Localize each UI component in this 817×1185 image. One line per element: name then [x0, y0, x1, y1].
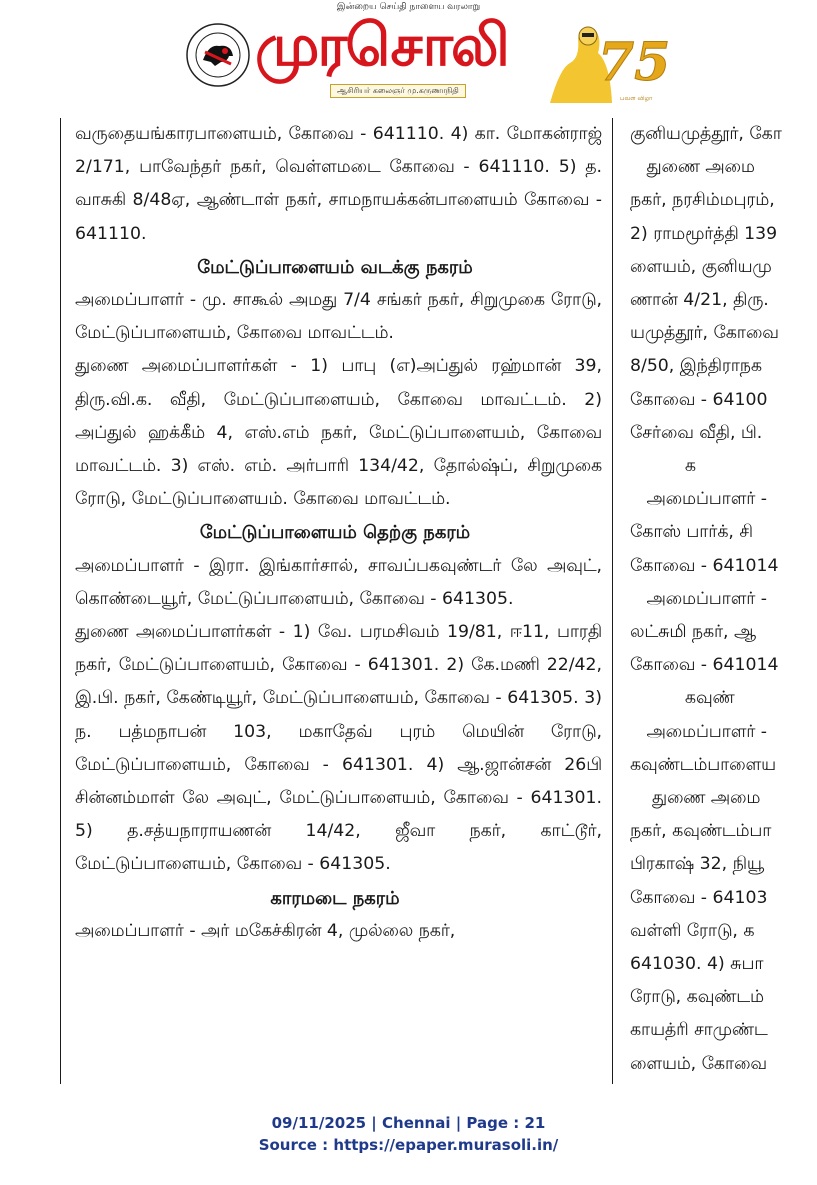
clipped-text-line: கோவை - 64100: [630, 389, 768, 410]
article-column-2: [630, 118, 817, 1084]
clipped-text-line: கவுண்: [630, 688, 735, 709]
article-paragraph: வருதையங்காரபாளையம், கோவை - 641110. 4) கா. மோகன்ராஜ் 2/171, பாவேந்தர் நகர், வெள்ளமடை கோவை - 641110. 5) த. வாசுகி 8/48ஏ, ஆண்டாள் நகர், சாமநாயக்கன்பாளையம் கோவை - 641110.: [75, 124, 602, 244]
section-heading: காரமடை நகரம்: [270, 887, 400, 909]
section-heading: மேட்டுப்பாளையம் வடக்கு நகரம்: [197, 256, 473, 278]
clipped-text-line: ளையம், குனியமு: [630, 256, 772, 277]
clipped-text-line: க: [630, 456, 696, 477]
clipped-text-line: அமைப்பாளர் -: [630, 721, 768, 742]
clipped-text-line: கோஸ் பார்க், சி: [630, 522, 753, 543]
clipped-text-line: யமுத்தூர், கோவை: [630, 323, 779, 344]
clipped-text-line: 8/50, இந்திராநக: [630, 356, 762, 377]
article-paragraph: அமைப்பாளர் - அர் மகேச்கிரன் 4, முல்லை நகர்,: [75, 920, 456, 941]
clipped-text-line: ணான் 4/21, திரு.: [630, 290, 769, 311]
column-rule-middle: [612, 118, 613, 1084]
page-footer: [0, 1112, 817, 1156]
article-paragraph: அமைப்பாளர் - இரா. இங்கார்சால், சாவப்பகவுண்டர் லே அவுட், கொண்டையூர், மேட்டுப்பாளையம், கோவை - 641305.: [75, 555, 602, 609]
clipped-text-line: காயத்ரி சாமுண்ட: [630, 1020, 768, 1041]
masthead: [0, 0, 817, 110]
masthead-tagline: இன்றைய செய்தி நாளைய வரலாறு: [336, 2, 481, 12]
clipped-text-line: துணை அமை: [630, 157, 755, 178]
masthead-subtitle: ஆசிரியர் கலைஞர் மு.கருணாநிதி: [330, 84, 466, 98]
clipped-text-line: 2) ராமமூர்த்தி 139: [630, 223, 778, 244]
masthead-title: முரசொலி: [255, 11, 508, 79]
clipped-text-line: சேர்வை வீதி, பி.: [630, 422, 763, 443]
footer-source: Source : https://epaper.murasoli.in/: [258, 1136, 559, 1154]
section-heading: மேட்டுப்பாளையம் தெற்கு நகரம்: [199, 522, 471, 544]
clipped-text-line: கோவை - 641014: [630, 555, 779, 576]
anniversary-75-logo: [540, 8, 671, 108]
article-paragraph: துணை அமைப்பாளர்கள் - 1) வே. பரமசிவம் 19/81, ஈ11, பாரதி நகர், மேட்டுப்பாளையம், கோவை - 641301. 2) கே.மணி 22/42, இ.பி. நகர், கேண்டியூர், மேட்டுப்பாளையம், கோவை - 641305. 3) ந. பத்மநாபன் 103, மகாதேவ் புரம் மெயின் ரோடு, மேட்டுப்பாளையம், கோவை - 641301. 4) ஆ.ஜான்சன் 26பி சின்னம்மாள் லே அவுட், மேட்டுப்பாளையம், கோவை - 641301. 5) த.சத்யநாராயணன் 14/42, ஜீவா நகர், காட்டூர், மேட்டுப்பாளையம், கோவை - 641305.: [75, 622, 602, 875]
article-paragraph: துணை அமைப்பாளர்கள் - 1) பாபு (எ)அப்துல் ரஹ்மான் 39, திரு.வி.க. வீதி, மேட்டுப்பாளையம், கோவை மாவட்டம். 2) அப்துல் ஹக்கீம் 4, எஸ்.எம் நகர், மேட்டுப்பாளையம், கோவை மாவட்டம். 3) எஸ். எம். அர்பாரி 134/42, தோல்ஷ்ப், சிறுமுகை ரோடு, மேட்டுப்பாளையம். கோவை மாவட்டம்.: [75, 356, 602, 510]
clipped-text-line: பிரகாஷ் 32, நியூ: [630, 854, 765, 875]
clipped-text-line: நகர், கவுண்டம்பா: [630, 821, 772, 842]
party-emblem-icon: [185, 22, 251, 88]
clipped-text-line: 641030. 4) சுபா: [630, 954, 764, 975]
clipped-text-line: கவுண்டம்பாளைய: [630, 754, 776, 775]
article-column-1: [60, 118, 610, 1084]
anniversary-number: 75: [598, 32, 671, 93]
clipped-text-line: கோவை - 641014: [630, 655, 779, 676]
anniversary-label: பவள விழா: [620, 95, 653, 102]
clipped-text-line: அமைப்பாளர் -: [630, 588, 768, 609]
clipped-text-line: கோவை - 64103: [630, 887, 768, 908]
clipped-text-line: நகர், நரசிம்மபுரம்,: [630, 190, 775, 211]
clipped-text-line: குனியமுத்தூர், கோ: [630, 124, 782, 144]
footer-date-edition: 09/11/2025 | Chennai | Page : 21: [271, 1114, 546, 1132]
clipped-text-line: லட்சுமி நகர், ஆ: [630, 622, 756, 643]
clipped-text-line: வள்ளி ரோடு, க: [630, 920, 755, 941]
clipped-text-line: அமைப்பாளர் -: [630, 489, 768, 510]
article-paragraph: அமைப்பாளர் - மு. சாகூல் அமது 7/4 சங்கர் நகர், சிறுமுகை ரோடு, மேட்டுப்பாளையம், கோவை மாவட்டம்.: [75, 290, 603, 344]
clipped-text-line: துணை அமை: [630, 788, 761, 809]
clipped-text-line: ரோடு, கவுண்டம்: [630, 987, 764, 1008]
clipped-text-line: ளையம், கோவை: [630, 1053, 767, 1074]
